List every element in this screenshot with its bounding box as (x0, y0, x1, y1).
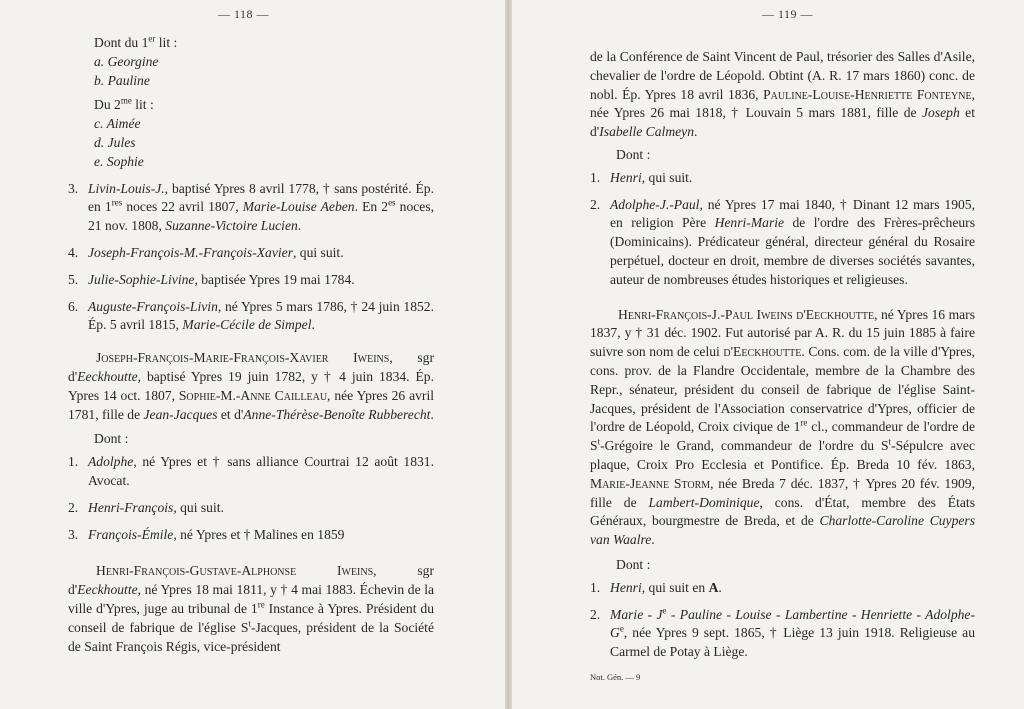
first-marriage-heading: Dont du 1er lit : (94, 33, 178, 50)
child-entry: 4. Joseph-François-M.-François-Xavier, qui suit. (68, 244, 344, 260)
left-page-text (68, 34, 434, 656)
list-item: d. Jules (94, 134, 136, 150)
book-gutter (505, 0, 512, 709)
child-entry: 2. Adolphe-J.-Paul, né Ypres 17 mai 1840, † Dinant 12 mars 1905, en religion Père Henri-Marie de l'ordre des Frères-prêcheurs (Dominicains). Prédicateur général, directeur général du Rosaire perpétuel, docteur en droit, membre de diverses sociétés savantes, auteur de nombreuses études historiques et religieuses. (590, 196, 975, 287)
list-item: c. Aimée (94, 116, 141, 132)
list-item: a. Georgine (94, 53, 159, 69)
dont-label: Dont : (616, 146, 651, 162)
signature-mark: Not. Gén. — 9 (590, 671, 641, 682)
child-entry: 6. Auguste-François-Livin, né Ypres 5 mars 1786, † 24 juin 1852. Ép. 5 avril 1815, Marie-Cécile de Simpel. (68, 298, 434, 333)
genealogy-entry: Henri-François-J.-Paul Iweins d'Eeckhoutte, né Ypres 16 mars 1837, y † 31 déc. 1902. Fut autorisé par A. R. du 15 juin 1885 à faire suivre son nom de celui d'Eeckhoutte. Cons. com. de la ville d'Ypres, cons. prov. de la Flandre Occidentale, membre de la Chambre des Repr., sénateur, président du conseil de fabrique de l'église Saint-Jacques, président de l'Association conservatrice d'Ypres, officier de l'ordre de Léopold, Croix civique de 1re cl., commandeur de l'ordre de $S^t$-Grégoire le Grand, commandeur de l'ordre du $S^t$-Sépulcre avec plaque, Croix Pro Ecclesia et Pontifice. Ép. Breda 10 fév. 1863, Marie-Jeanne Storm, née Breda 7 déc. 1837, † Ypres 20 fév. 1909, fille de Lambert-Dominique, cons. d'État, membre des États Généraux, bourgmestre de Breda, et de Charlotte-Caroline Cuypers van Waalre. (590, 306, 976, 548)
left-page (0, 0, 505, 709)
dont-label: Dont : (94, 431, 129, 447)
list-item: b. Pauline (94, 72, 150, 88)
child-entry: 1. Henri, qui suit. (590, 169, 693, 185)
child-entry: 3. Livin-Louis-J., baptisé Ypres 8 avril 1778, † sans postérité. Ép. en 1res noces 22 avril 1807, Marie-Louise Aeben. En $2^{es}$ noces, 21 nov. 1808, Suzanne-Victoire Lucien. (68, 180, 435, 234)
genealogy-entry: Joseph-François-Marie-François-Xavier Iweins, sgr d'Eeckhoutte, baptisé Ypres 19 juin 1782, y † 4 juin 1834. Ép. Ypres 14 oct. 1807, Sophie-M.-Anne Cailleau, née Ypres 26 avril 1781, fille de Jean-Jacques et d'Anne-Thérèse-Benoîte Rubberecht. (68, 350, 434, 422)
child-entry: 3. François-Émile, né Ypres et † Malines en 1859 (68, 526, 345, 542)
right-page (512, 0, 1024, 709)
child-entry: 2. Marie - $J^e$ - Pauline - Louise - Lambertine - Henriette - Adolphe-$G^e$, née Ypres 9 sept. 1865, † Liège 13 juin 1918. Religieuse au Carmel de Potay à Liège. (590, 604, 975, 660)
dont-label: Dont : (616, 556, 651, 572)
child-entry: 2. Henri-François, qui suit. (68, 499, 224, 515)
child-entry: 5. Julie-Sophie-Livine, baptisée Ypres 19 mai 1784. (68, 271, 355, 287)
child-entry: 1. Henri, qui suit en A. (590, 579, 722, 595)
list-item: e. Sophie (94, 153, 144, 169)
right-page-text (590, 48, 975, 687)
page-number-right: — 119 — (762, 7, 814, 21)
second-marriage-heading: Du $2^{me}$ lit : (94, 95, 154, 113)
genealogy-entry: Henri-François-Gustave-Alphonse Iweins, sgr d'Eeckhoutte, né Ypres 18 mai 1811, y † 4 mai 1883. Échevin de la ville d'Ypres, juge au tribunal de 1re Instance à Ypres. Président du conseil de fabrique de l'église $S^t$-Jacques, président de la Société de Saint François Régis, vice-président (68, 563, 434, 654)
child-entry: 1. Adolphe, né Ypres et † sans alliance Courtrai 12 août 1831. Avocat. (68, 454, 434, 488)
page-number-left: — 118 — (218, 7, 270, 21)
continued-entry: de la Conférence de Saint Vincent de Paul, trésorier des Salles d'Asile, chevalier de l'ordre de Léopold. Obtint (A. R. 17 mars 1860) conc. de nobl. Ép. Ypres 18 avril 1836, Pauline-Louise-Henriette Fonteyne, née Ypres 26 mai 1818, † Louvain 5 mars 1881, fille de Joseph et d'Isabelle Calmeyn. (590, 49, 975, 140)
